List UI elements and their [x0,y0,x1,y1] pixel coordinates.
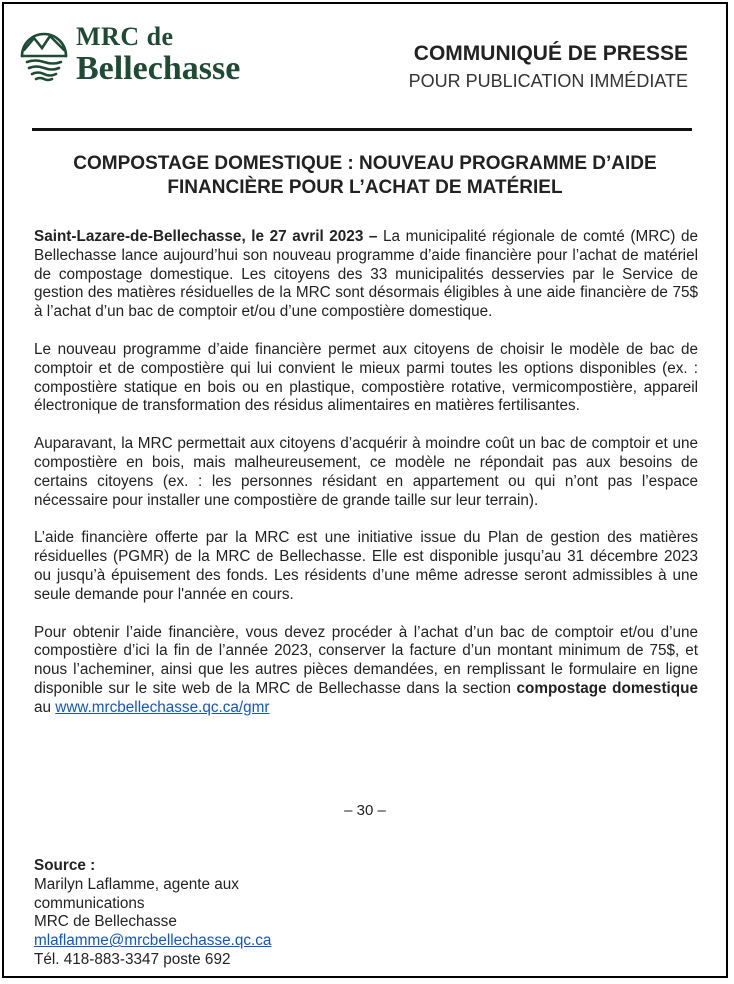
press-release-page [2,2,728,978]
contact-phone: Tél. 418-883-3347 poste 692 [34,950,231,968]
headline-line-2: FINANCIÈRE POUR L’ACHAT DE MATÉRIEL [167,177,563,198]
paragraph-5-text: Pour obtenir l’aide financière, vous devez procéder à l’achat d’un bac de comptoir et/ou d’une compostière d’ici la fin de l’année 2023, conserver la facture d’un montant minimum de 75$, et nous l’acheminer, ainsi que les autres pièces demandées, en remplissant le formulaire en ligne disponible sur le site web de la MRC de Bellechasse dans la section [34,623,698,697]
press-release-label [409,42,688,92]
paragraph-5-connector: au [34,698,56,716]
source-label: Source : [34,857,96,874]
mrc-logo [18,24,240,86]
headline [44,152,686,200]
contact-name: Marilyn Laflamme, agente aux [34,875,239,893]
section-name: compostage domestique [516,679,698,697]
immediate-release-note: POUR PUBLICATION IMMÉDIATE [408,71,688,91]
paragraph-5 [34,624,698,718]
contact-organization: MRC de Bellechasse [34,913,177,931]
end-marker: – 30 – [344,802,386,819]
paragraph-4: L’aide financière offerte par la MRC est une initiative issue du Plan de gestion des matières résiduelles (PGMR) de la MRC de Bellechasse. Elle est disponible jusqu’au 31 décembre 2023 ou jusqu’à épuisement des fonds. Les résidents d’une même adresse seront admissibles à une seule demande pour l'année en cours. [34,529,698,603]
source-block [34,857,271,970]
logo-wordmark [76,24,240,86]
paragraph-1 [34,228,698,322]
website-link[interactable]: www.mrcbellechasse.qc.ca/gmr [55,698,270,716]
paragraph-3: Auparavant, la MRC permettait aux citoyens d’acquérir à moindre coût un bac de comptoir et une compostière en bois, mais malheureusement, ce modèle ne répondait pas aux besoins de certains citoyens (ex. : les personnes résidant en appartement ou qui n’ont pas l’espace nécessaire pour installer une compostière de grande taille sur leur terrain). [34,435,698,509]
logo-line-bellechasse: Bellechasse [76,50,241,87]
mountain-sun-logo-icon [18,26,70,84]
header-divider [32,128,692,131]
logo-line-mrc: MRC de [76,22,174,51]
contact-email-link[interactable]: mlaflamme@mrcbellechasse.qc.ca [34,932,272,950]
dateline: Saint-Lazare-de-Bellechasse, le 27 avril 2023 – [34,228,378,245]
press-release-title: COMMUNIQUÉ DE PRESSE [413,42,688,65]
contact-title: communications [34,894,145,912]
article-body [34,228,698,737]
headline-line-1: COMPOSTAGE DOMESTIQUE : NOUVEAU PROGRAMME D’AIDE [73,153,657,174]
paragraph-1-text: La municipalité régionale de comté (MRC) de Bellechasse lance aujourd’hui son nouveau programme d’aide financière pour l’achat de matériel de compostage domestique. Les citoyens des 33 municipalités desservies par le Service de gestion des matières résiduelles de la MRC sont désormais éligibles à une aide financière de 75$ à l’achat d’un bac de comptoir et/ou d’une compostière domestique. [34,228,699,321]
paragraph-2: Le nouveau programme d’aide financière permet aux citoyens de choisir le modèle de bac de comptoir et de compostière qui lui convient le mieux parmi toutes les options disponibles (ex. : compostière statique en bois ou en plastique, compostière rotative, vermicompostière, appareil électronique de transformation des résidus alimentaires en matières fertilisantes. [34,340,698,415]
